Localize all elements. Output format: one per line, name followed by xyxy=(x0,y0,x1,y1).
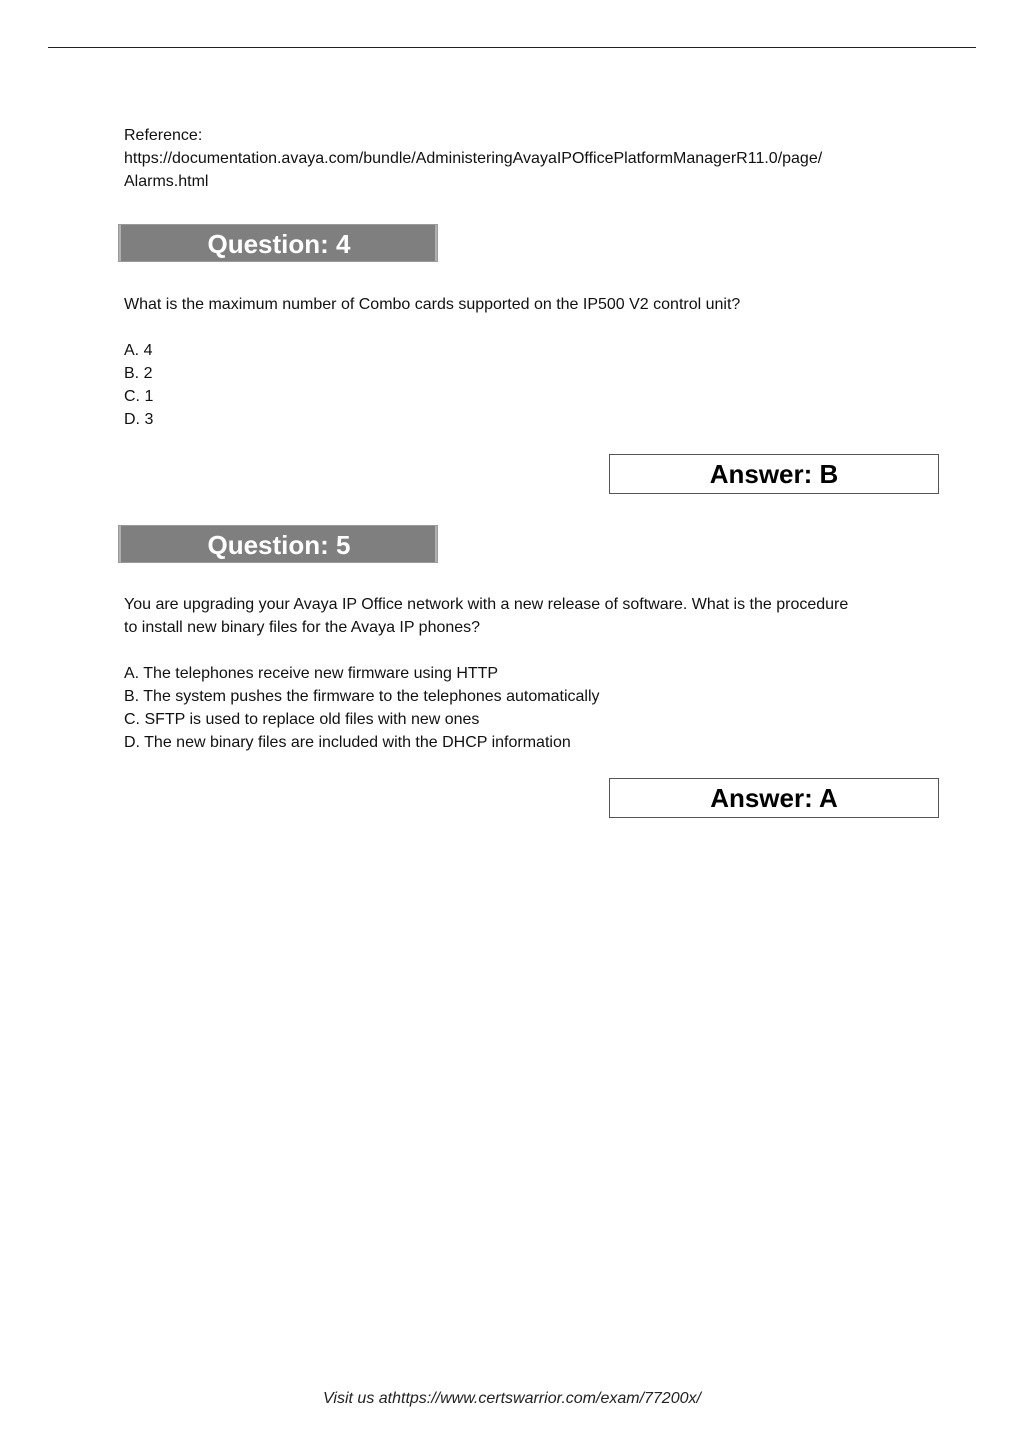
question-5-header xyxy=(118,525,438,563)
question-4-answer: Answer: B xyxy=(709,459,839,489)
top-divider xyxy=(48,47,976,48)
question-5-answer: Answer: A xyxy=(710,783,838,813)
question-4-answer-box xyxy=(609,454,939,494)
question-5-option-b: B. The system pushes the firmware to the telephones automatically xyxy=(124,688,600,705)
question-5-answer-box xyxy=(609,778,939,818)
question-4-text: What is the maximum number of Combo cards supported on the IP500 V2 control unit? xyxy=(124,296,741,313)
footer-visit-link[interactable]: Visit us athttps://www.certswarrior.com/exam/77200x/ xyxy=(323,1390,701,1407)
question-5-text-line-1: You are upgrading your Avaya IP Office network with a new release of software. What is the procedure xyxy=(124,596,849,613)
question-4-option-c: C. 1 xyxy=(124,388,154,405)
question-4-option-b: B. 2 xyxy=(124,365,153,382)
question-4-header xyxy=(118,224,438,262)
question-5-text-line-2: to install new binary files for the Avaya IP phones? xyxy=(124,619,481,636)
question-5-title: Question: 5 xyxy=(207,530,351,560)
reference-url-line-2: Alarms.html xyxy=(124,173,209,190)
question-5-option-a: A. The telephones receive new firmware using HTTP xyxy=(124,665,499,682)
question-4-option-d: D. 3 xyxy=(124,411,154,428)
question-5-option-d: D. The new binary files are included with the DHCP information xyxy=(124,734,571,751)
question-4-title: Question: 4 xyxy=(207,229,351,259)
reference-label: Reference: xyxy=(124,127,203,144)
question-4-option-a: A. 4 xyxy=(124,342,153,359)
question-5-option-c: C. SFTP is used to replace old files with new ones xyxy=(124,711,480,728)
reference-url-line-1: https://documentation.avaya.com/bundle/AdministeringAvayaIPOfficePlatformManagerR11.0/page/ xyxy=(124,150,823,167)
